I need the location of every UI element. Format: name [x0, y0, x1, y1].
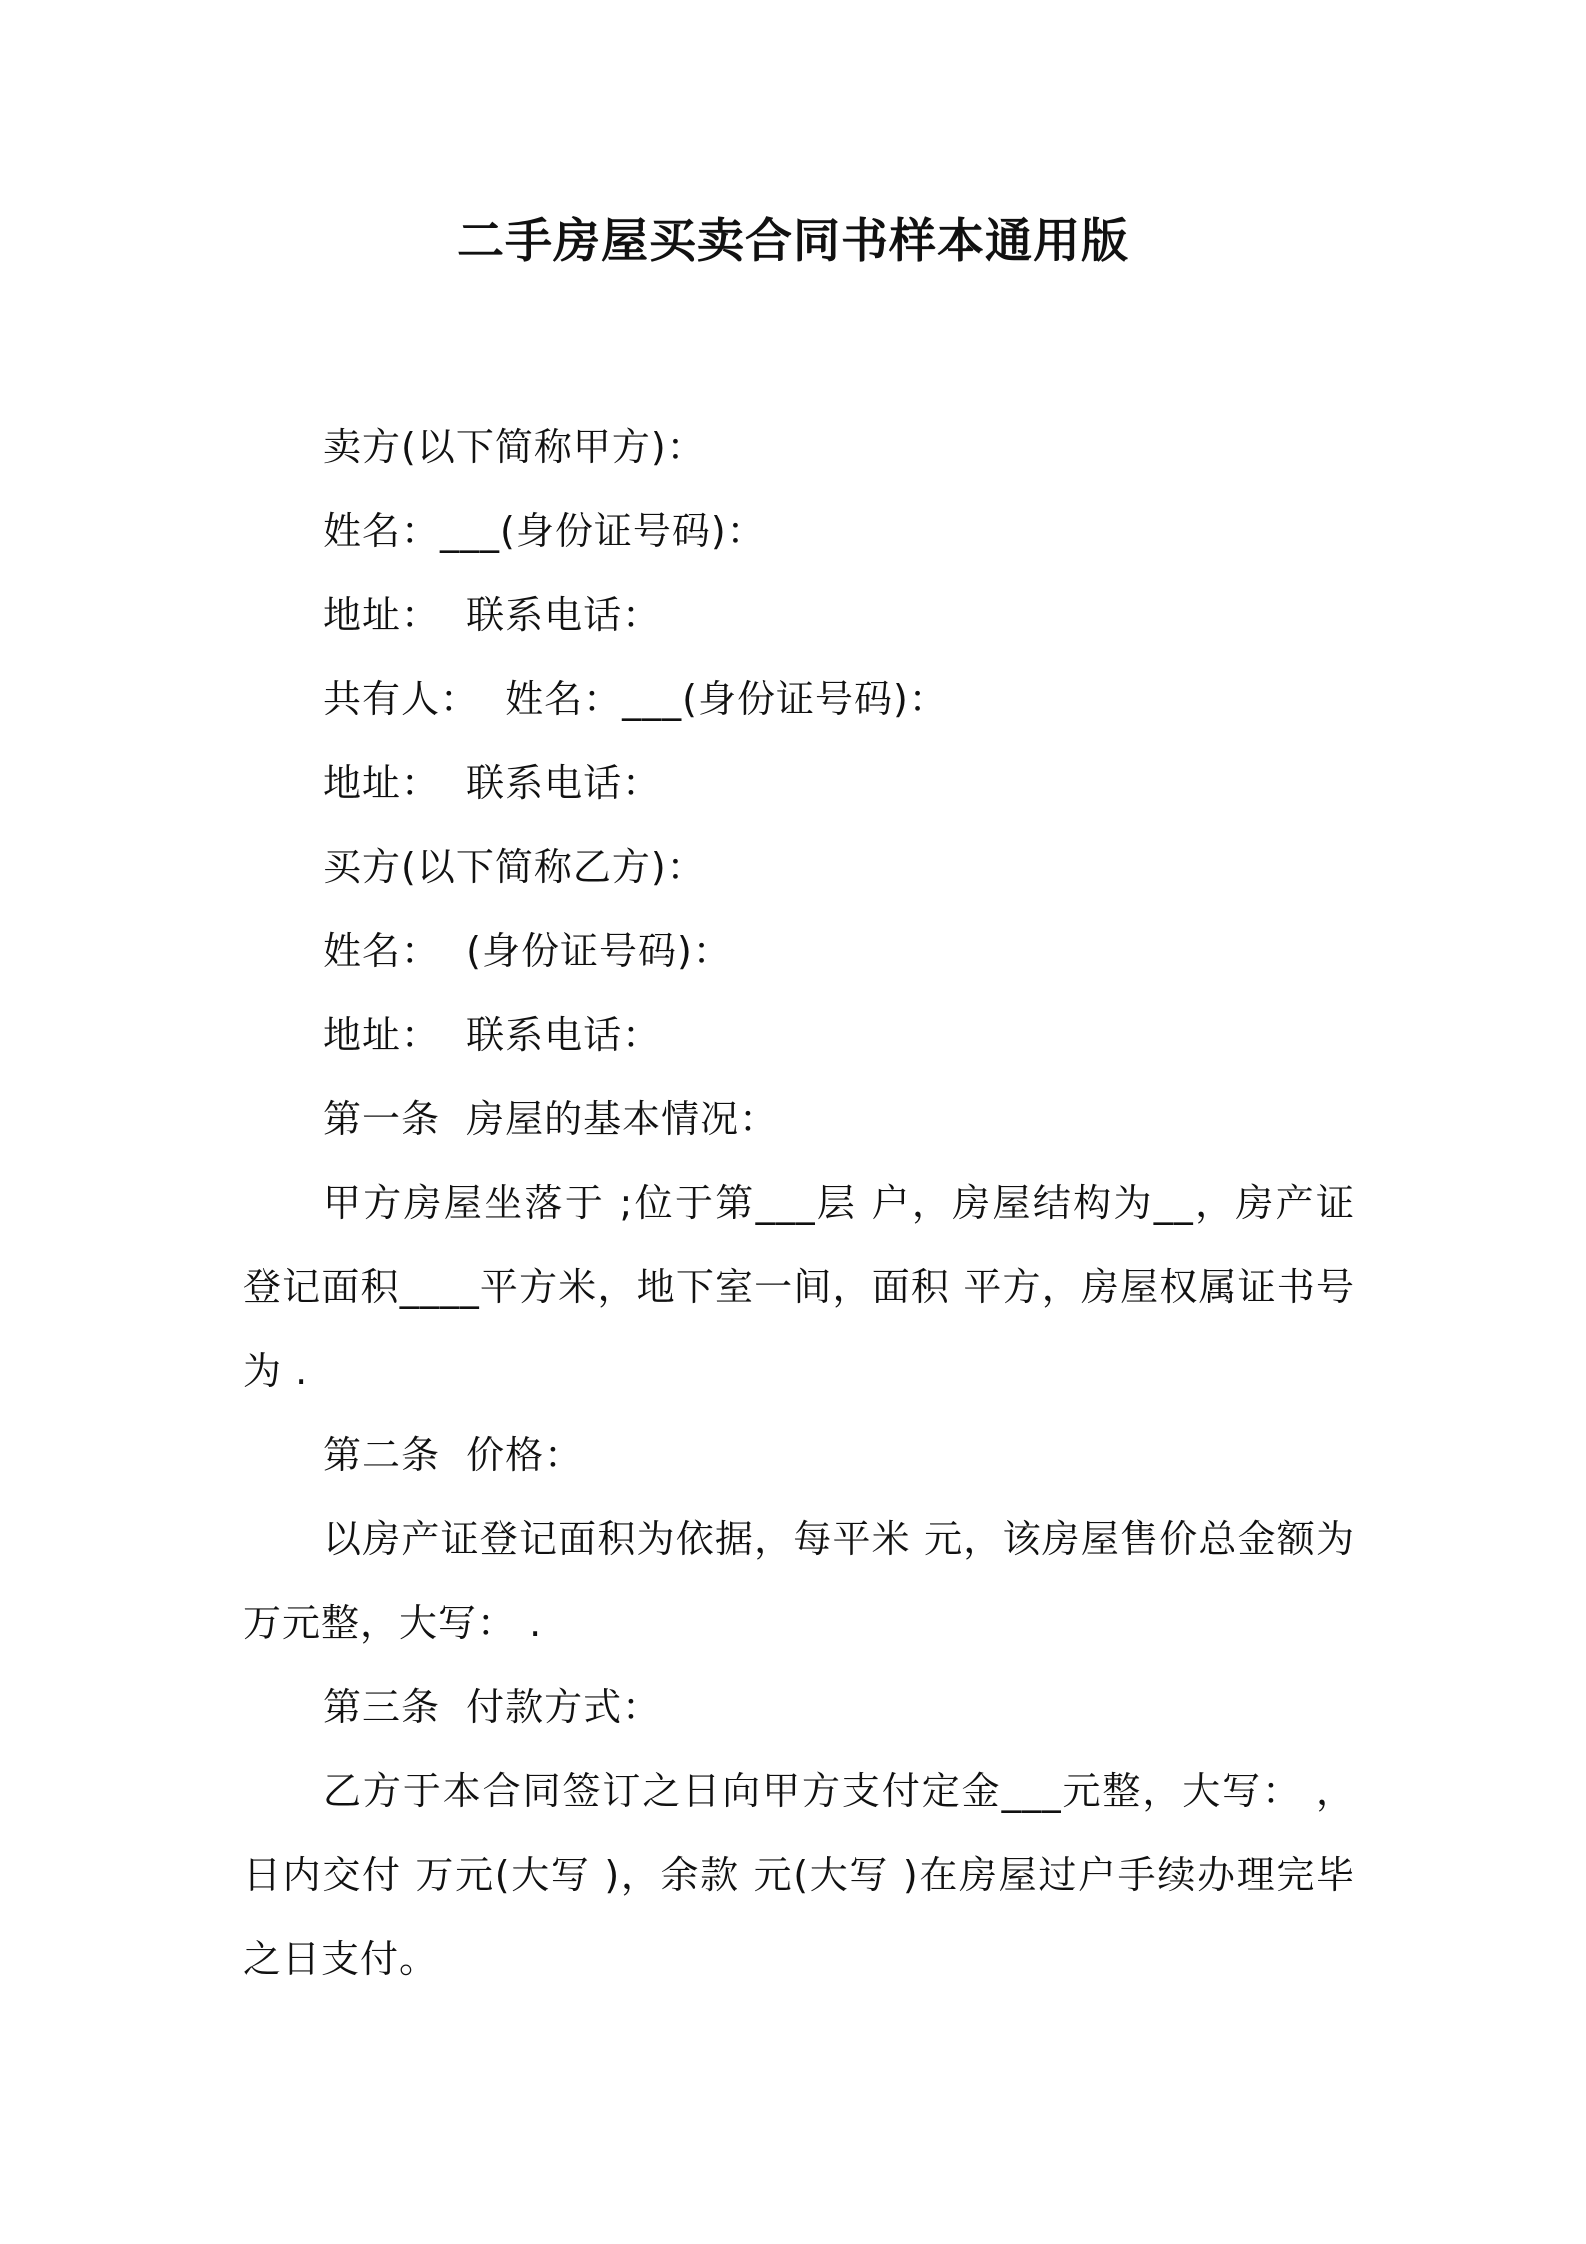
article-3-paragraph: 乙方于本合同签订之日向甲方支付定金___元整，大写： ，日内交付 万元(大写 )，余款 元(大写 )在房屋过户手续办理完毕之日支付。 [243, 1769, 1355, 1981]
article-2-paragraph: 以房产证登记面积为依据，每平米 元，该房屋售价总金额为 万元整，大写： . [243, 1517, 1355, 1645]
buyer-name-line: 姓名： (身份证号码)： [323, 929, 732, 973]
co-owner-address-line: 地址： 联系电话： [323, 761, 662, 805]
buyer-heading: 买方(以下简称乙方)： [323, 845, 706, 889]
seller-heading: 卖方(以下简称甲方)： [323, 425, 706, 469]
document-body [243, 405, 1355, 2001]
document-title: 二手房屋买卖合同书样本通用版 [457, 214, 1129, 269]
article-1-heading: 第一条 房屋的基本情况： [323, 1097, 779, 1141]
article-1-paragraph: 甲方房屋坐落于 ;位于第___层 户，房屋结构为__，房产证登记面积____平方米，地下室一间，面积 平方，房屋权属证书号为 . [243, 1181, 1355, 1393]
article-2-heading: 第二条 价格： [323, 1433, 584, 1477]
buyer-address-line: 地址： 联系电话： [323, 1013, 662, 1057]
co-owner-line: 共有人： 姓名：___(身份证号码)： [323, 677, 948, 721]
article-3-heading: 第三条 付款方式： [323, 1685, 662, 1729]
seller-name-line: 姓名：___(身份证号码)： [323, 509, 766, 553]
seller-address-line: 地址： 联系电话： [323, 593, 662, 637]
